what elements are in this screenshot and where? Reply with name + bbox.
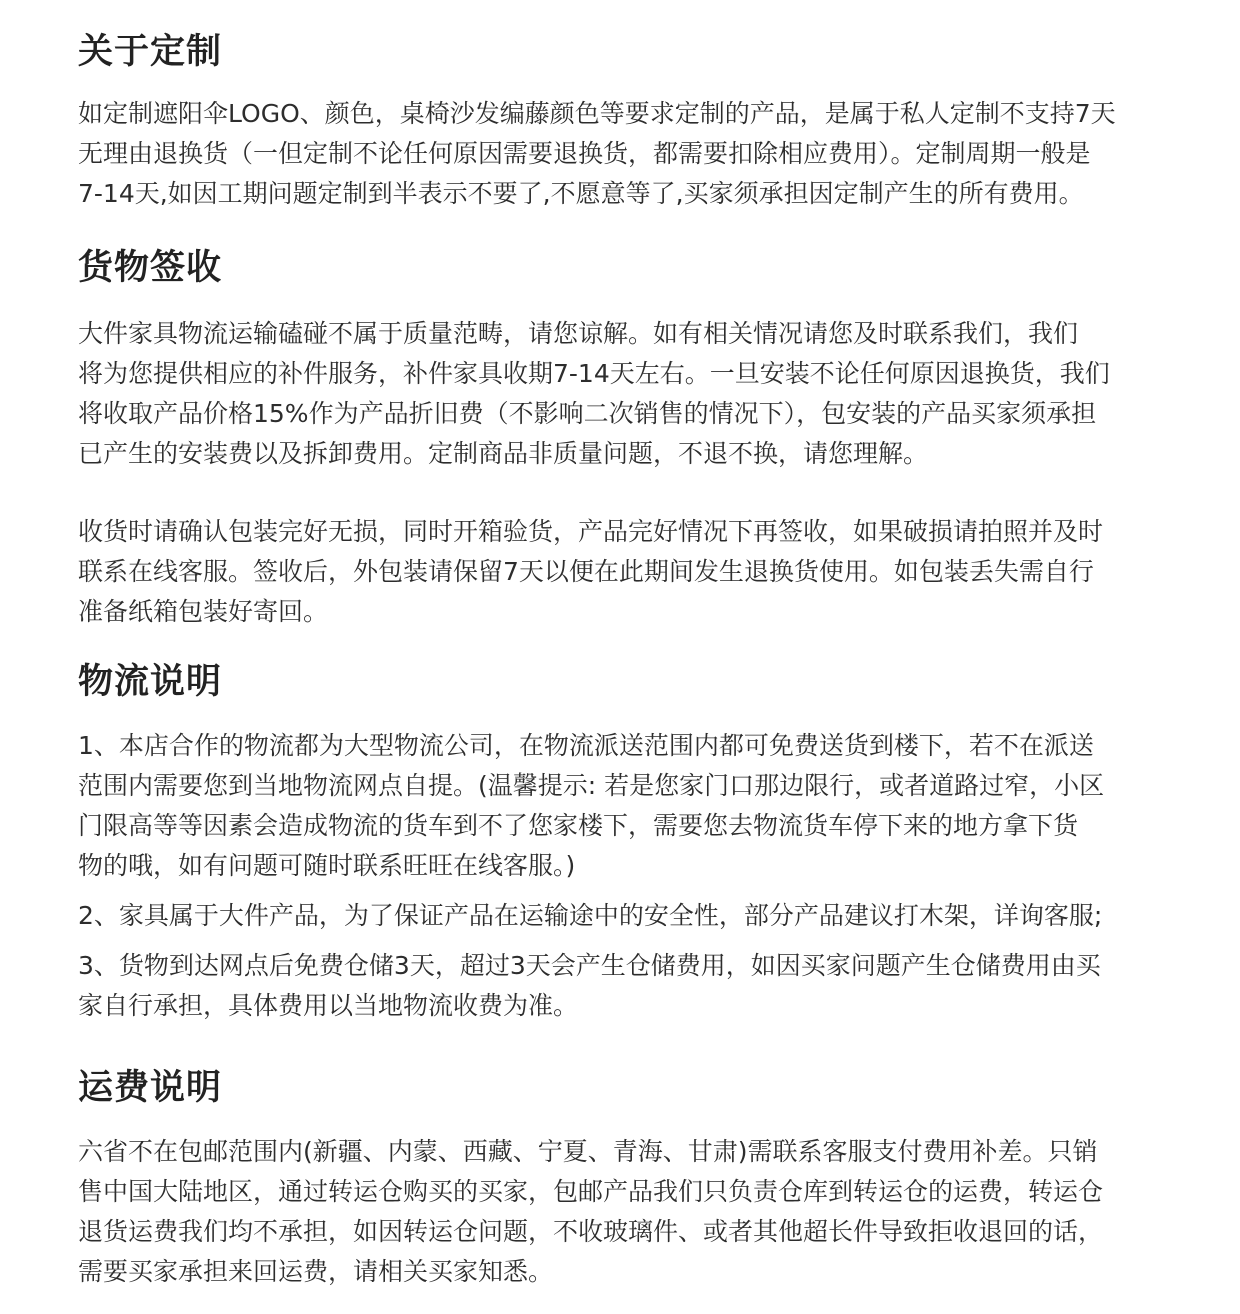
section-title-receipt: 货物签收 <box>78 248 223 288</box>
text-line: 已产生的安装费以及拆卸费用。定制商品非质量问题，不退不换，请您理解。 <box>78 439 929 468</box>
text-line: 收货时请确认包装完好无损，同时开箱验货，产品完好情况下再签收，如果破损请拍照并及时 <box>78 517 1104 546</box>
text-line: 2、家具属于大件产品，为了保证产品在运输途中的安全性，部分产品建议打木架，详询客服; <box>78 901 1103 930</box>
text-line: 家自行承担，具体费用以当地物流收费为准。 <box>78 991 579 1020</box>
logistics-item-2 <box>78 896 1208 936</box>
text-line: 需要买家承担来回运费，请相关买家知悉。 <box>78 1257 554 1286</box>
text-line: 将为您提供相应的补件服务，补件家具收期7-14天左右。一旦安装不论任何原因退换货，我们 <box>78 359 1110 388</box>
text-line: 1、本店合作的物流都为大型物流公司，在物流派送范围内都可免费送货到楼下，若不在派送 <box>78 731 1094 760</box>
section-shipping <box>78 1064 1208 1292</box>
logistics-item-1 <box>78 726 1208 886</box>
receipt-paragraph-inspection <box>78 512 1208 632</box>
section-title-shipping: 运费说明 <box>78 1068 223 1108</box>
text-line: 无理由退换货（一但定制不论任何原因需要退换货，都需要扣除相应费用）。定制周期一般是 <box>78 139 1091 168</box>
text-line: 大件家具物流运输磕碰不属于质量范畴，请您谅解。如有相关情况请您及时联系我们，我们 <box>78 319 1079 348</box>
section-title-customization: 关于定制 <box>78 32 223 72</box>
text-line: 退货运费我们均不承担，如因转运仓问题，不收玻璃件、或者其他超长件导致拒收退回的话， <box>78 1217 1104 1246</box>
text-line: 售中国大陆地区，通过转运仓购买的买家，包邮产品我们只负责仓库到转运仓的运费，转运仓 <box>78 1177 1104 1206</box>
section-customization <box>78 28 1208 214</box>
text-line: 范围内需要您到当地物流网点自提。(温馨提示: 若是您家门口那边限行，或者道路过窄，小区 <box>78 771 1105 800</box>
text-line: 物的哦，如有问题可随时联系旺旺在线客服。) <box>78 851 576 880</box>
text-line: 将收取产品价格15%作为产品折旧费（不影响二次销售的情况下），包安装的产品买家须承担 <box>78 399 1097 428</box>
text-line: 7-14天,如因工期问题定制到半表示不要了,不愿意等了,买家须承担因定制产生的所有费用。 <box>78 179 1084 208</box>
shipping-paragraph <box>78 1132 1208 1292</box>
section-receipt <box>78 244 1208 632</box>
section-title-logistics: 物流说明 <box>78 662 223 702</box>
logistics-item-3 <box>78 946 1208 1026</box>
policy-document <box>78 28 1208 1292</box>
text-line: 门限高等等因素会造成物流的货车到不了您家楼下，需要您去物流货车停下来的地方拿下货 <box>78 811 1079 840</box>
receipt-paragraph-damage <box>78 314 1208 474</box>
section-logistics <box>78 658 1208 1026</box>
text-line: 准备纸箱包装好寄回。 <box>78 597 329 626</box>
text-line: 3、货物到达网点后免费仓储3天，超过3天会产生仓储费用，如因买家问题产生仓储费用由买 <box>78 951 1101 980</box>
text-line: 六省不在包邮范围内(新疆、内蒙、西藏、宁夏、青海、甘肃)需联系客服支付费用补差。只销 <box>78 1137 1098 1166</box>
customization-paragraph <box>78 94 1208 214</box>
text-line: 联系在线客服。签收后，外包装请保留7天以便在此期间发生退换货使用。如包装丢失需自行 <box>78 557 1094 586</box>
text-line: 如定制遮阳伞LOGO、颜色，桌椅沙发编藤颜色等要求定制的产品，是属于私人定制不支持7天 <box>78 99 1116 128</box>
